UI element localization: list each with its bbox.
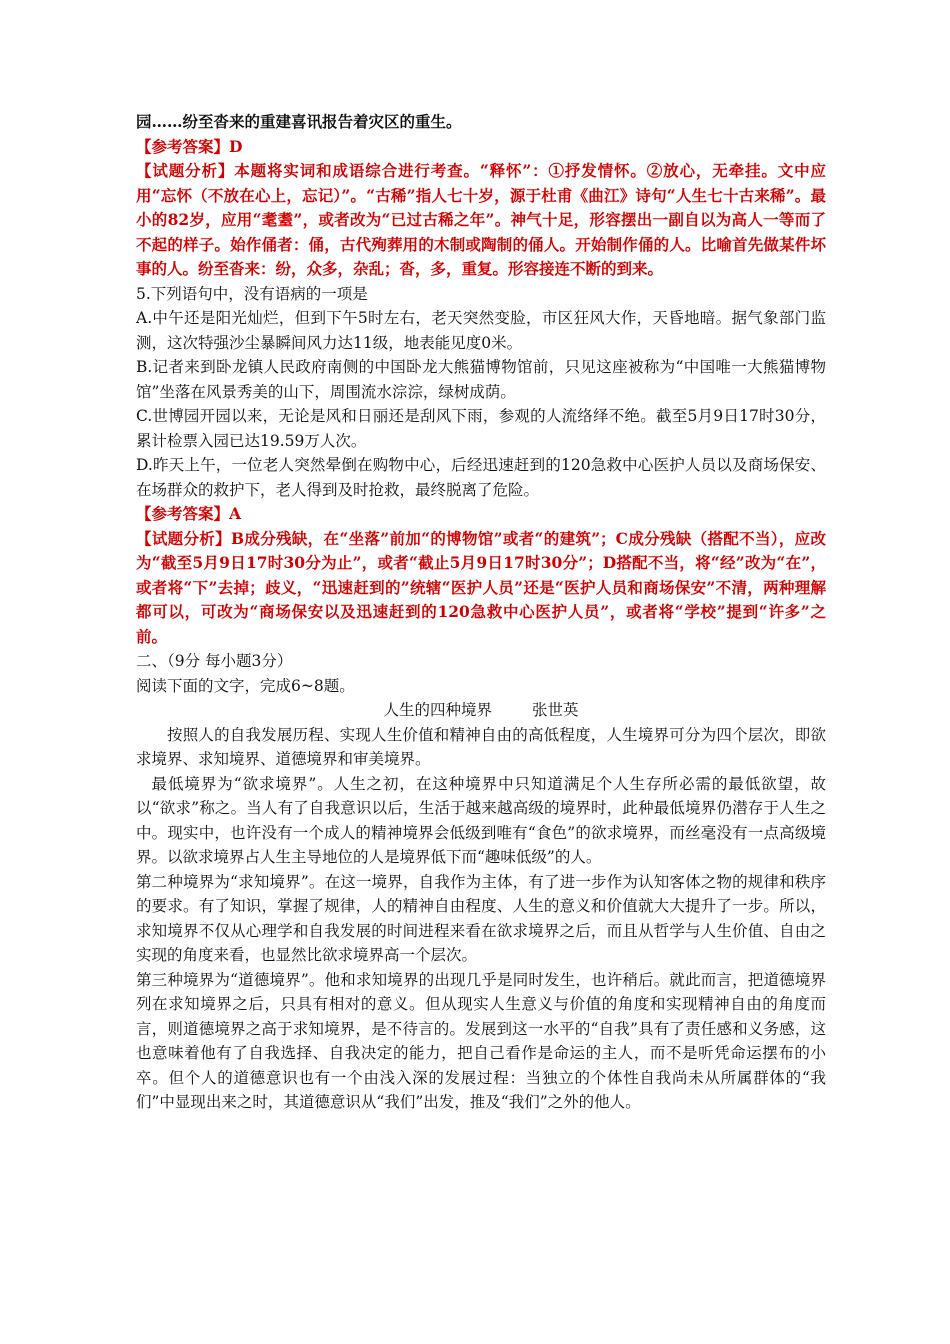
article-title: 人生的四种境界 — [383, 701, 492, 719]
article-para-2: 最低境界为“欲求境界”。人生之初，在这种境界中只知道满足个人生存所必需的最低欲望，故以“欲求”称之。当人有了自我意识以后，生活于越来越高级的境界时，此种最低境界仍潜存于人生之中。现实中，也许没有一个成人的精神境界会低级到唯有“食色”的欲求境界，而丝毫没有一点高级境界。以欲求境界占人生主导地位的人是境界低下而“趣味低级”的人。 — [136, 774, 826, 866]
section2-instruction: 阅读下面的文字，完成6~8题。 — [136, 676, 355, 695]
q4-answer: 【参考答案】D — [136, 136, 243, 156]
q5-option-a: A.中午还是阳光灿烂，但到下午5时左右，老天突然变脸，市区狂风大作，天昏地暗。据气象部门监测，这次特强沙尘暴瞬间风力达11级，地表能见度0米。 — [136, 309, 826, 352]
article-para-4: 第三种境界为“道德境界”。他和求知境界的出现几乎是同时发生，也许稍后。就此而言，把道德境界列在求知境界之后，只具有相对的意义。但从现实人生意义与价值的角度和实现精神自由的角度而言，则道德境界之高于求知境界，是不待言的。发展到这一水平的“自我”具有了责任感和义务感，这也意味着他有了自我选择、自我决定的能力，把自己看作是命运的主人，而不是听凭命运摆布的小卒。但个人的道德意识也有一个由浅入深的发展过程：当独立的个体性自我尚未从所属群体的“我们”中显现出来之时，其道德意识从“我们”出发，推及“我们”之外的他人。 — [136, 970, 826, 1111]
q4-analysis: 【试题分析】本题将实词和成语综合进行考查。“释怀”：①抒发情怀。②放心，无牵挂。文中应用“忘怀（不放在心上，忘记）”。“古稀”指人七十岁，源于杜甫《曲江》诗句“人生七十古来稀”。最小的82岁，应用“耄耋”，或者改为“已过古稀之年”。神气十足，形容摆出一副自以为高人一等而了不起的样子。始作俑者：俑，古代殉葬用的木制或陶制的俑人。开始制作俑的人。比喻首先做某件坏事的人。纷至沓来：纷，众多，杂乱；沓，多，重复。形容接连不断的到来。 — [136, 161, 826, 278]
article-author: 张世英 — [532, 701, 579, 719]
q5-option-d: D.昨天上午，一位老人突然晕倒在购物中心，后经迅速赶到的120急救中心医护人员以及商场保安、在场群众的救护下，老人得到及时抢救，最终脱离了危险。 — [136, 456, 826, 499]
article-para-1: 按照人的自我发展历程、实现人生价值和精神自由的高低程度，人生境界可分为四个层次，即欲求境界、求知境界、道德境界和审美境界。 — [136, 725, 826, 768]
q4-tail-text: 园……纷至沓来的重建喜讯报告着灾区的重生。 — [136, 112, 462, 131]
q5-option-c: C.世博园开园以来，无论是风和日丽还是刮风下雨，参观的人流络绎不绝。截至5月9日17时30分，累计检票入园已达19.59万人次。 — [136, 407, 826, 450]
document-page — [136, 110, 826, 1115]
article-para-3: 第二种境界为“求知境界”。在这一境界，自我作为主体，有了进一步作为认知客体之物的规律和秩序的要求。有了知识，掌握了规律，人的精神自由程度、人生的意义和价值就大大提升了一步。所以，求知境界不仅从心理学和自我发展的时间进程来看在欲求境界之后，而且从哲学与人生价值、自由之实现的角度来看，也显然比欲求境界高一个层次。 — [136, 872, 826, 964]
q5-option-b: B.记者来到卧龙镇人民政府南侧的中国卧龙大熊猫博物馆前，只见这座被称为“中国唯一大熊猫博物馆”坐落在风景秀美的山下，周围流水淙淙，绿树成荫。 — [136, 358, 826, 401]
article-title-line — [136, 698, 826, 723]
q5-stem: 5.下列语句中，没有语病的一项是 — [136, 284, 368, 303]
section2-heading: 二、（9分 每小题3分） — [136, 652, 293, 670]
q5-answer: 【参考答案】A — [136, 504, 242, 523]
q5-analysis: 【试题分析】B成分残缺，在“坐落”前加“的博物馆”或者“的建筑”；C成分残缺（搭配不当），应改为“截至5月9日17时30分为止”，或者“截止5月9日17时30分”；D搭配不当，将“经”改为“在”，或者将“下”去掉；歧义，“迅速赶到的”统辖“医护人员”还是“医护人员和商场保安”不清，两种理解都可以，可改为“商场保安以及迅速赶到的120急救中心医护人员”，或者将“学校”提到“许多”之前。 — [136, 528, 826, 646]
